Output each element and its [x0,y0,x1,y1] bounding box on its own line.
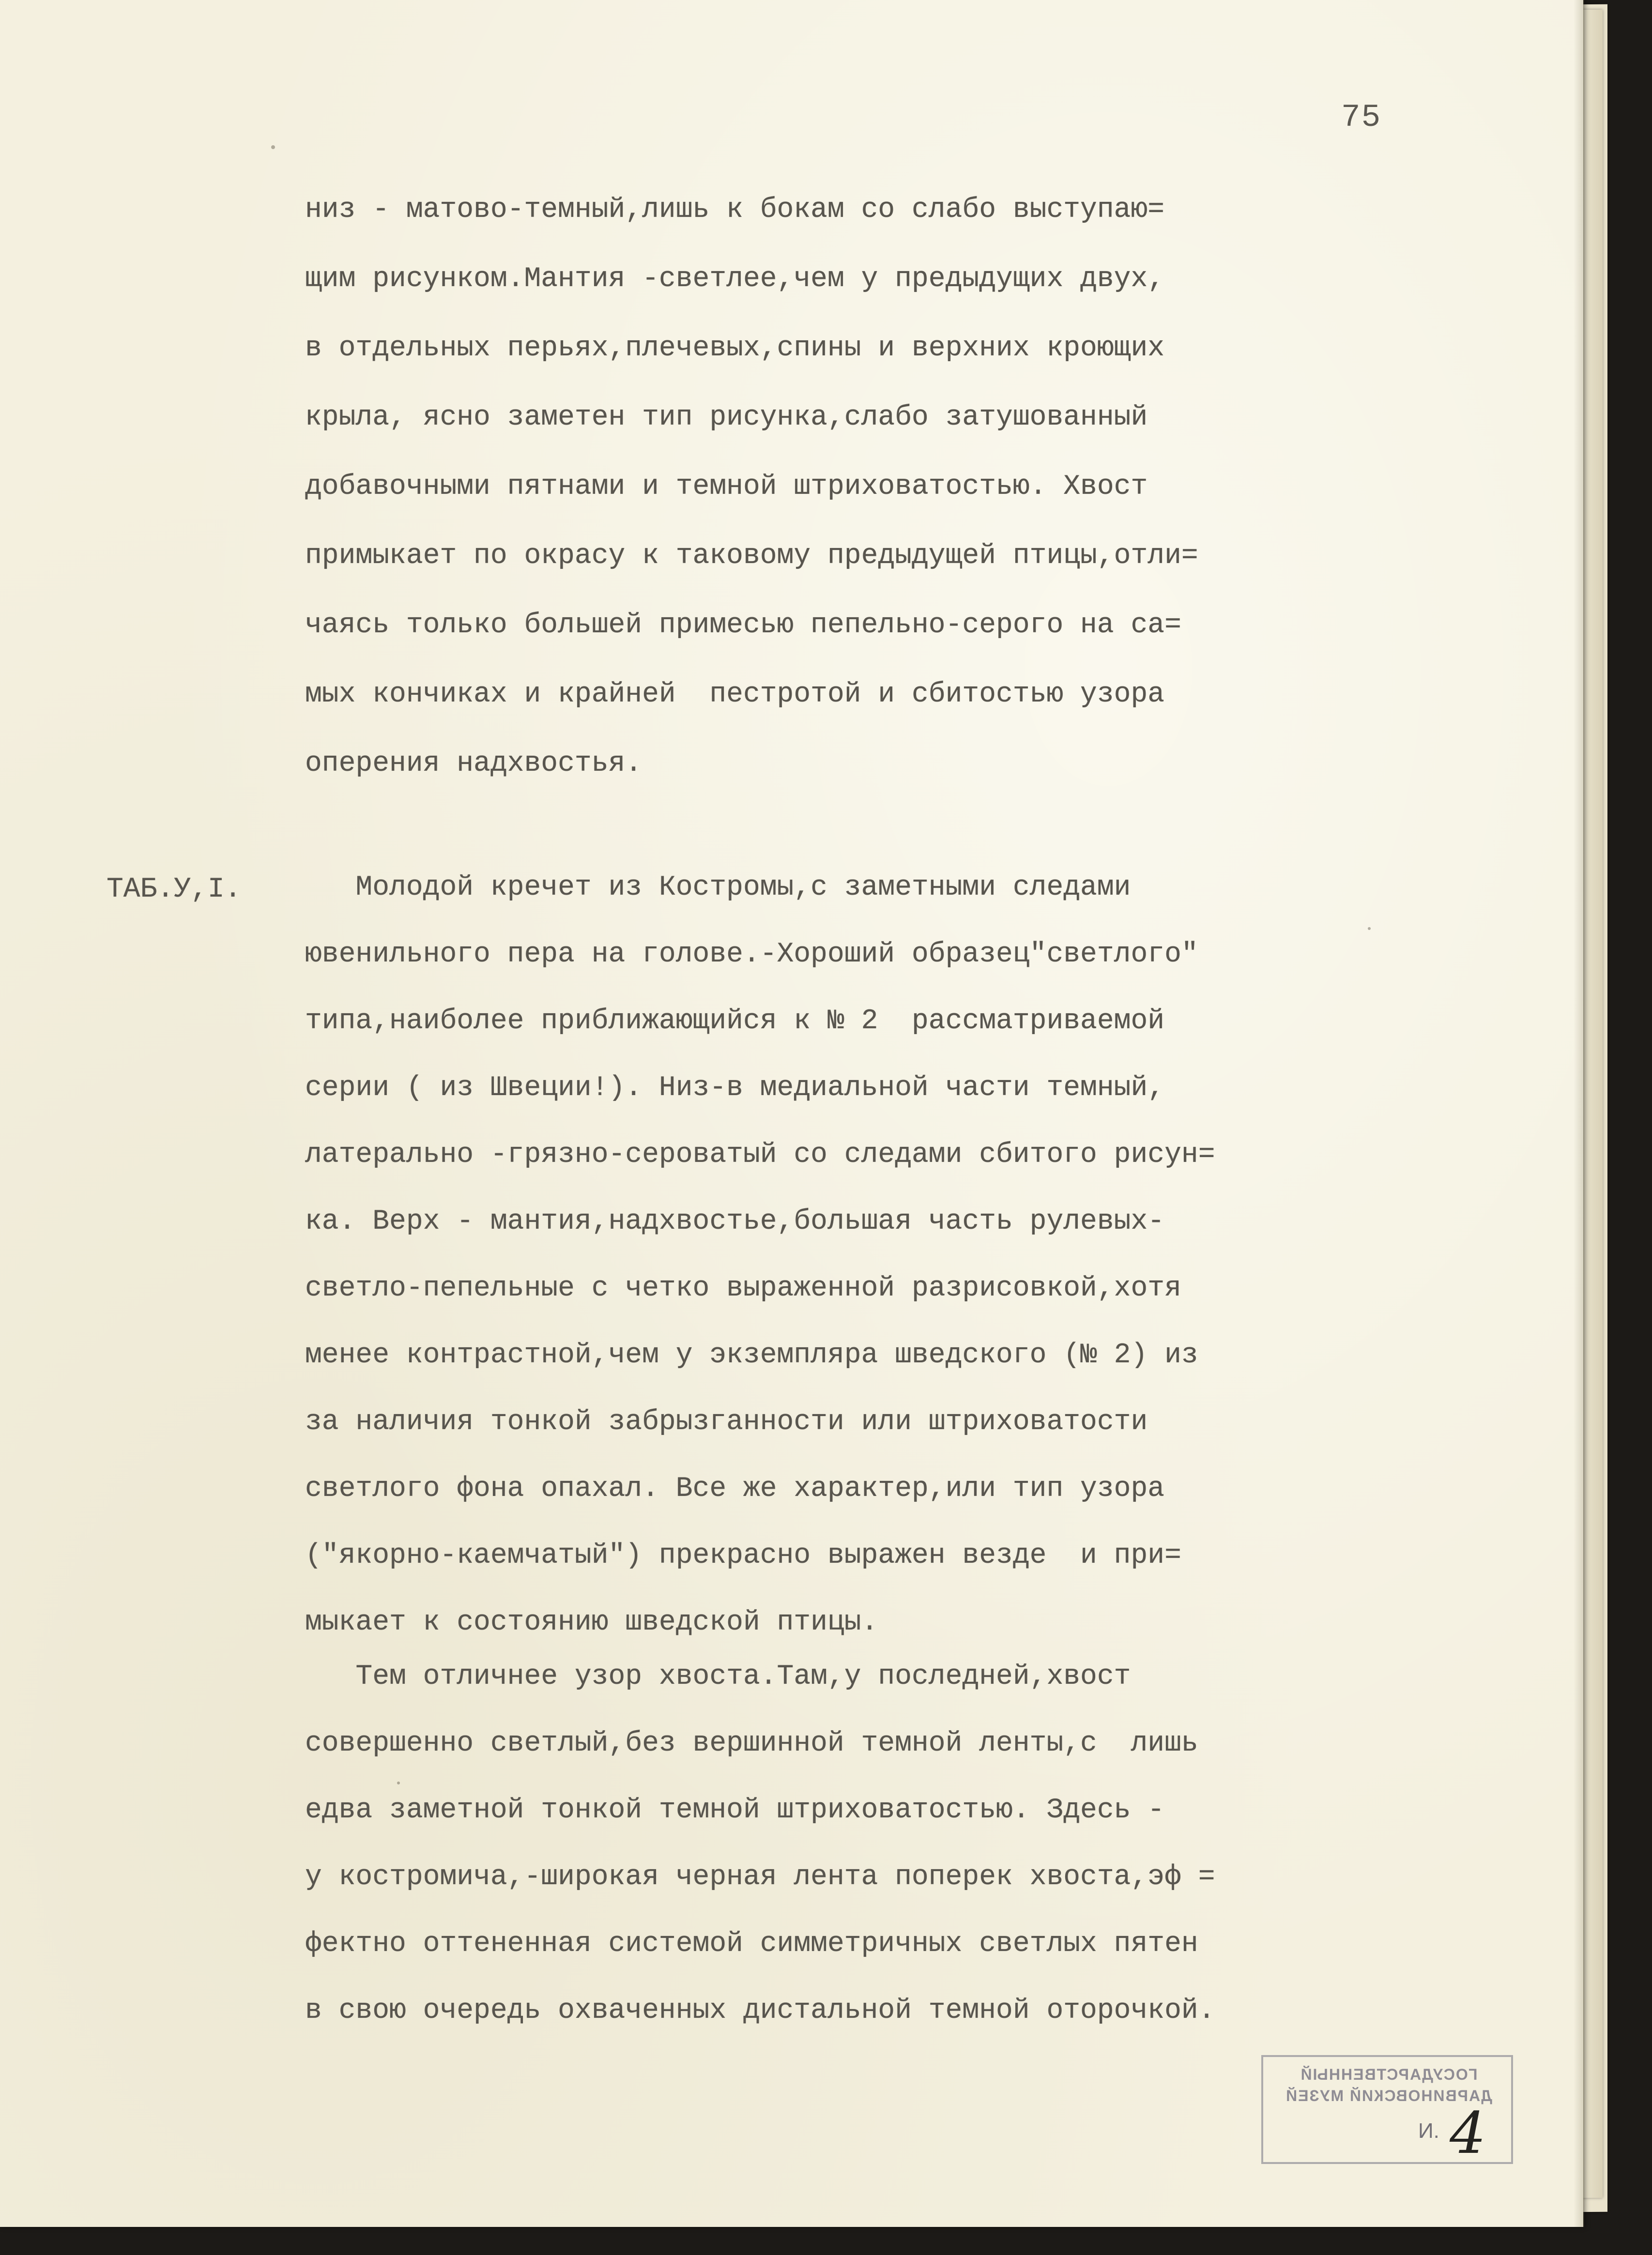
paragraph-1 [305,194,1198,779]
text-line: Молодой кречет из Костромы,с заметными следами [305,872,1131,903]
museum-stamp [1261,2055,1513,2164]
text-line: светлого фона опахал. Все же характер,или тип узора [305,1473,1165,1505]
text-line: мых кончиках и крайней пестротой и сбитостью узора [305,679,1165,710]
stamp-mark: И. [1418,2119,1439,2143]
text-line: ювенильного пера на голове.-Хороший образец"светлого" [305,939,1198,970]
stamp-line: ДАРВИНОВСКИЙ МУЗЕЙ [1285,2087,1492,2104]
text-line: едва заметной тонкой темной штриховатостью. Здесь - [305,1795,1165,1826]
text-line: мыкает к состоянию шведской птицы. [305,1607,878,1638]
text-line: совершенно светлый,без вершинной темной ленты,с лишь [305,1728,1198,1759]
text-line: за наличия тонкой забрызганности или штриховатости [305,1406,1148,1438]
text-line: чаясь только большей примесью пепельно-серого на са= [305,609,1181,641]
text-line: Тем отличнее узор хвоста.Там,у последней,хвост [305,1661,1131,1692]
text-line: типа,наиболее приближающийся к № 2 рассматриваемой [305,1006,1165,1037]
paper-speck [271,145,275,149]
text-line: в свою очередь охваченных дистальной темной оторочкой. [305,1995,1215,2026]
section-label: ТАБ.У,I. [107,874,242,905]
text-line: низ - матово-темный,лишь к бокам со слабо выступаю= [305,194,1165,226]
text-line: менее контрастной,чем у экземпляра шведского (№ 2) из [305,1340,1198,1371]
text-line: у костромича,-широкая черная лента поперек хвоста,эф = [305,1861,1215,1893]
text-line: оперения надхвостья. [305,748,642,779]
paragraph-3 [305,1661,1215,2026]
paper-speck [397,1782,400,1784]
text-line: крыла, ясно заметен тип рисунка,слабо затушованный [305,402,1148,433]
text-line: щим рисунком.Мантия -светлее,чем у предыдущих двух, [305,263,1165,295]
page-edge-shadow [1574,0,1584,2227]
text-line: ка. Верх - мантия,надхвостье,большая часть рулевых- [305,1206,1165,1237]
text-line: в отдельных перьях,плечевых,спины и верхних кроющих [305,333,1165,364]
text-line: добавочными пятнами и темной штриховатостью. Хвост [305,471,1148,503]
text-line: светло-пепельные с четко выраженной разрисовкой,хотя [305,1273,1181,1304]
stamp-line: ГОСУДАРСТВЕННЫЙ [1300,2066,1478,2083]
page-number: 75 [1341,99,1382,136]
paragraph-2 [305,872,1215,1638]
text-line: ("якорно-каемчатый") прекрасно выражен везде и при= [305,1540,1181,1571]
text-line: серии ( из Швеции!). Низ-в медиальной части темный, [305,1072,1165,1104]
text-line: примыкает по окрасу к таковому предыдущей птицы,отли= [305,540,1198,572]
paper-speck [1368,927,1371,930]
handwritten-sheet-number: 4 [1450,2100,1486,2166]
text-line: латерально -грязно-сероватый со следами сбитого рисун= [305,1139,1215,1171]
text-line: фектно оттененная системой симметричных светлых пятен [305,1928,1198,1960]
